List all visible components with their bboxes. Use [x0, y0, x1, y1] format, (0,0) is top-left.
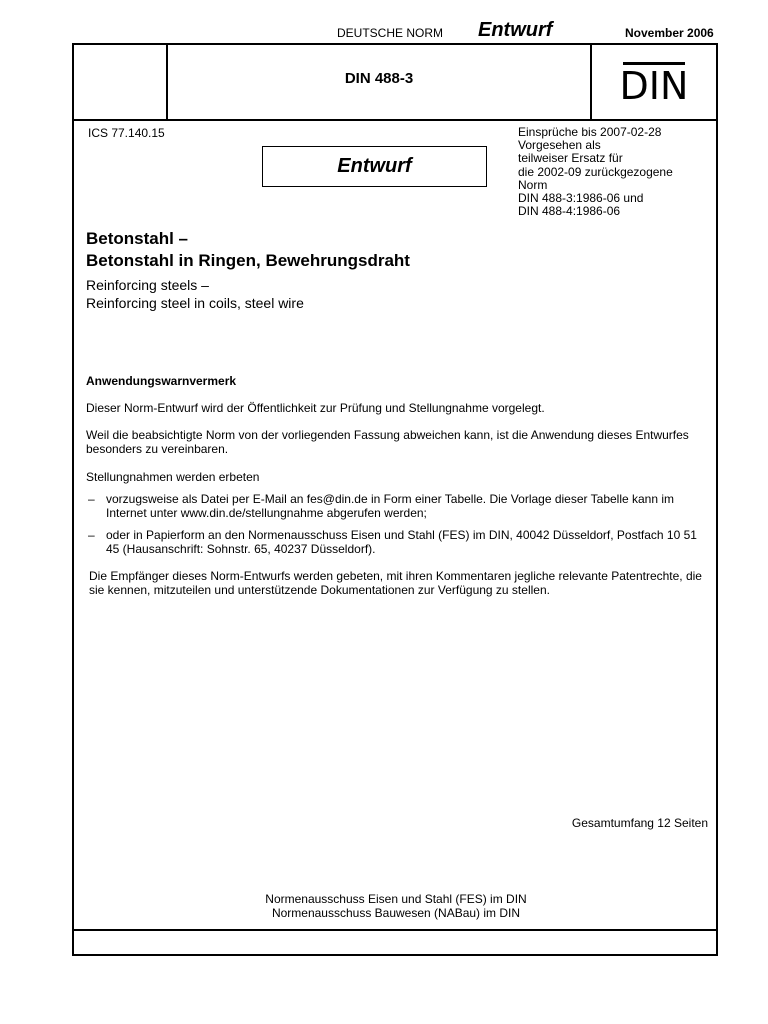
title-block-divider-right: [590, 43, 592, 120]
title-block-divider: [72, 119, 718, 121]
note-line: Vorgesehen als: [518, 138, 601, 153]
din-logo-icon: [619, 62, 689, 108]
draft-box-label: Entwurf: [337, 155, 412, 177]
list-item: [86, 528, 706, 556]
warning-heading: Anwendungswarnvermerk: [86, 374, 237, 388]
din-logo-text: DIN: [619, 64, 689, 108]
english-title: [86, 276, 304, 312]
footer-divider: [72, 929, 718, 931]
note-line: Norm: [518, 177, 548, 192]
note-line: DIN 488-4:1986-06: [518, 204, 621, 219]
committees: [168, 892, 624, 920]
english-title-line1: Reinforcing steels –: [86, 277, 209, 293]
bullet-dash: –: [88, 492, 95, 506]
draft-label: Entwurf: [478, 19, 553, 41]
total-pages: Gesamtumfang 12 Seiten: [571, 816, 708, 830]
warning-paragraph-3: Stellungnahmen werden erbeten: [86, 470, 260, 484]
ics-code: ICS 77.140.15: [88, 126, 165, 140]
warning-paragraph-2: Weil die beabsichtigte Norm von der vorliegenden Fassung abweichen kann, ist die Anwendung dieses Entwurfes besonders zu vereinbaren.: [86, 428, 689, 456]
warning-paragraph-4: Die Empfänger dieses Norm-Entwurfs werden gebeten, mit ihren Kommentaren jegliche relevante Patentrechte, die sie kennen, mitzuteilen und unterstützende Dokumentationen zur Verfügung zu stellen.: [89, 569, 702, 597]
warning-paragraph-1: Dieser Norm-Entwurf wird der Öffentlichkeit zur Prüfung und Stellungnahme vorgelegt.: [86, 401, 545, 415]
note-line: Einsprüche bis 2007-02-28: [518, 125, 662, 139]
bullet-text: vorzugsweise als Datei per E-Mail an fes@din.de in Form einer Tabelle. Die Vorlage dieser Tabelle kann im Internet unter www.din.de/stellungnahme abgerufen werden;: [106, 492, 675, 520]
german-title-line2: Betonstahl in Ringen, Bewehrungsdraht: [86, 251, 410, 270]
list-item: [86, 492, 706, 520]
replacement-notes: [518, 126, 673, 218]
german-title: [86, 228, 410, 272]
english-title-line2: Reinforcing steel in coils, steel wire: [86, 295, 304, 311]
note-line: die 2002-09 zurückgezogene: [518, 164, 673, 179]
note-line: teilweiser Ersatz für: [518, 151, 623, 166]
bullet-dash: –: [88, 528, 95, 542]
bullet-text: oder in Papierform an den Normenausschuss Eisen und Stahl (FES) im DIN, 40042 Düsseldorf, Postfach 10 51 45 (Hausanschrift: Sohnstr. 65, 40237 Düsseldorf).: [106, 528, 697, 556]
document-number: DIN 488-3: [344, 70, 414, 87]
note-line: DIN 488-3:1986-06 und: [518, 191, 644, 206]
publication-date: November 2006: [625, 26, 714, 40]
committee-line-2: Normenausschuss Bauwesen (NABau) im DIN: [271, 906, 521, 920]
committee-line-1: Normenausschuss Eisen und Stahl (FES) im DIN: [265, 892, 527, 906]
standard-type-label: DEUTSCHE NORM: [337, 26, 444, 40]
german-title-line1: Betonstahl –: [86, 229, 189, 248]
